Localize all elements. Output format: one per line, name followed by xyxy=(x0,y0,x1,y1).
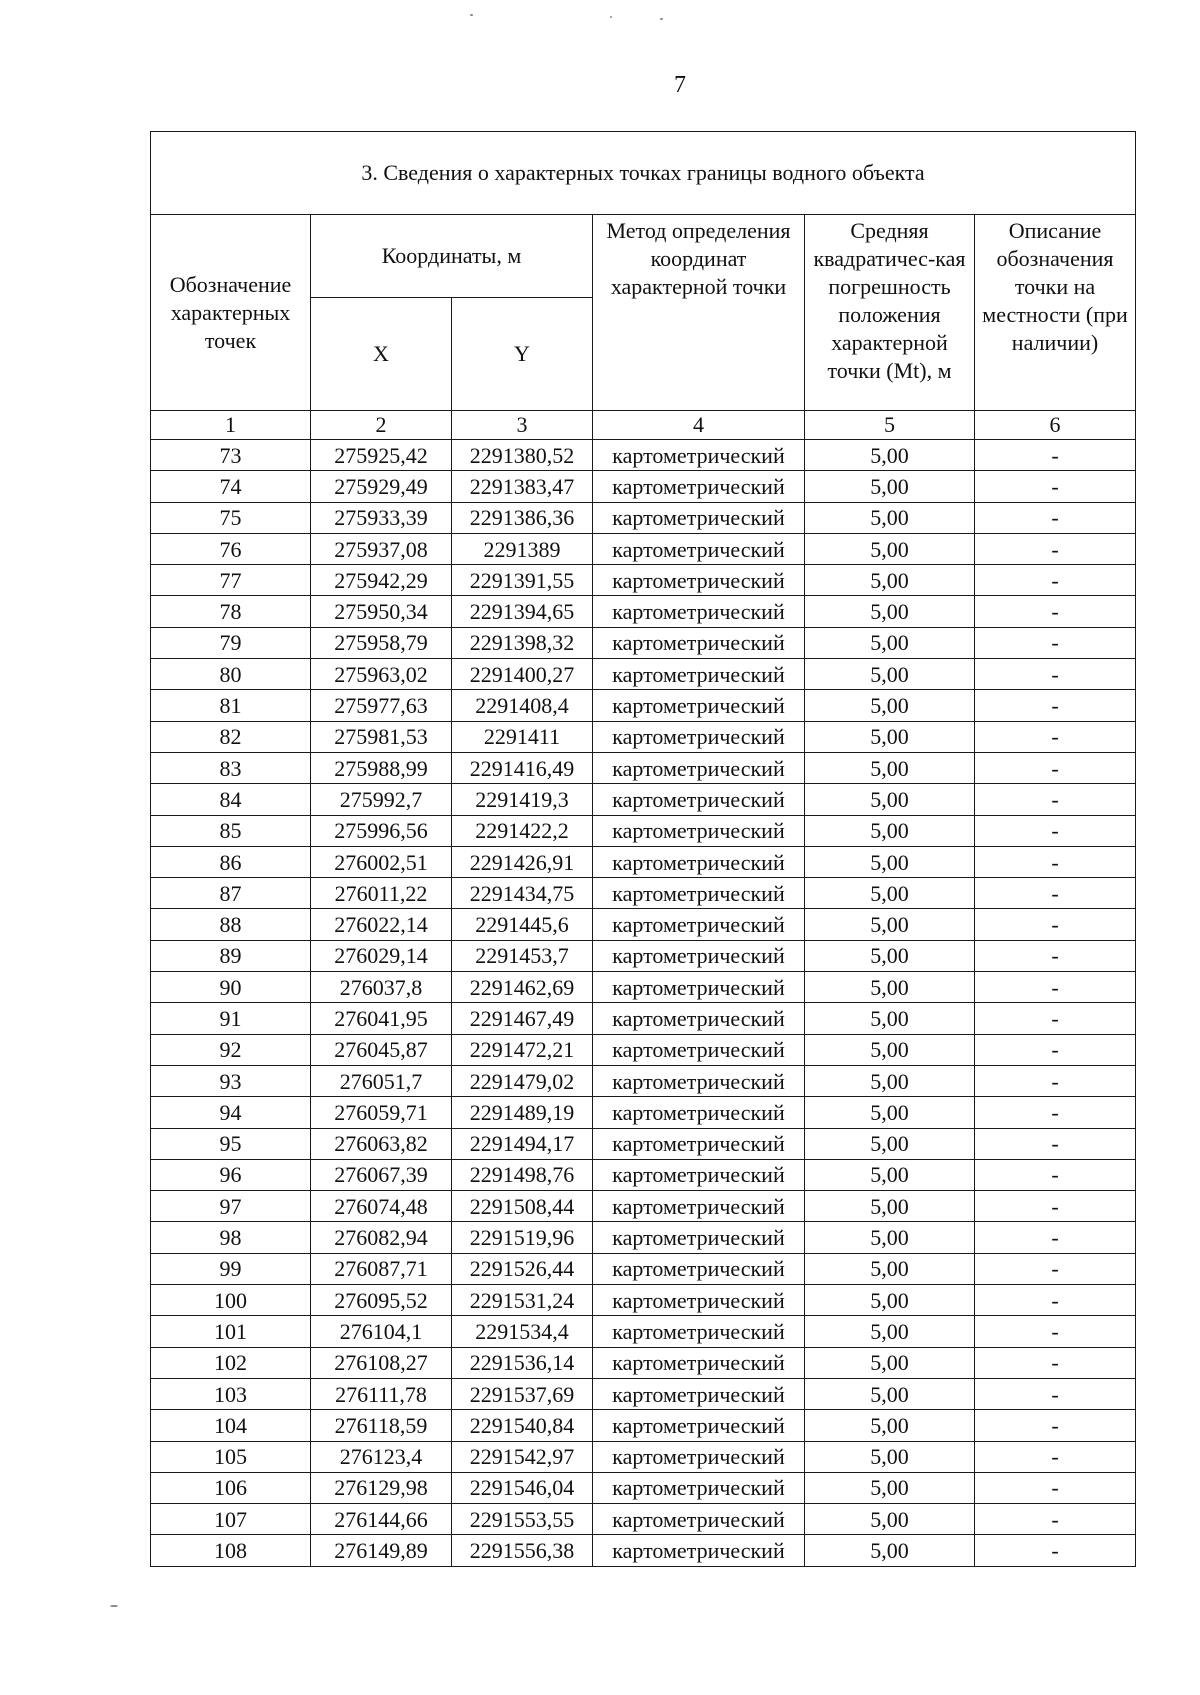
cell-x-coordinate: 276041,95 xyxy=(311,1003,452,1034)
table-row xyxy=(151,533,1136,564)
cell-y-coordinate: 2291542,97 xyxy=(452,1441,593,1472)
cell-point-id: 76 xyxy=(151,533,311,564)
cell-point-id: 90 xyxy=(151,972,311,1003)
column-number: 2 xyxy=(311,411,452,440)
cell-x-coordinate: 276022,14 xyxy=(311,909,452,940)
cell-description: - xyxy=(975,1316,1136,1347)
table-row xyxy=(151,1441,1136,1472)
page-number: 7 xyxy=(674,72,686,98)
cell-y-coordinate: 2291383,47 xyxy=(452,471,593,502)
cell-x-coordinate: 275929,49 xyxy=(311,471,452,502)
cell-method: картометрический xyxy=(593,1034,805,1065)
cell-x-coordinate: 276074,48 xyxy=(311,1191,452,1222)
cell-point-id: 108 xyxy=(151,1535,311,1566)
cell-mean-error: 5,00 xyxy=(805,440,975,471)
table-caption: 3. Сведения о характерных точках границы водного объекта xyxy=(151,132,1136,215)
cell-description: - xyxy=(975,815,1136,846)
cell-y-coordinate: 2291416,49 xyxy=(452,752,593,783)
table-row xyxy=(151,502,1136,533)
cell-y-coordinate: 2291394,65 xyxy=(452,596,593,627)
cell-method: картометрический xyxy=(593,1285,805,1316)
cell-mean-error: 5,00 xyxy=(805,627,975,658)
cell-description: - xyxy=(975,1222,1136,1253)
cell-mean-error: 5,00 xyxy=(805,471,975,502)
header-description: Описание обозначения точки на местности (при наличии) xyxy=(975,215,1136,411)
cell-x-coordinate: 276111,78 xyxy=(311,1378,452,1409)
cell-y-coordinate: 2291462,69 xyxy=(452,972,593,1003)
cell-y-coordinate: 2291386,36 xyxy=(452,502,593,533)
cell-method: картометрический xyxy=(593,502,805,533)
column-number: 1 xyxy=(151,411,311,440)
scan-speck xyxy=(610,16,612,18)
table-row xyxy=(151,878,1136,909)
cell-point-id: 99 xyxy=(151,1253,311,1284)
cell-y-coordinate: 2291398,32 xyxy=(452,627,593,658)
cell-point-id: 73 xyxy=(151,440,311,471)
cell-y-coordinate: 2291380,52 xyxy=(452,440,593,471)
header-coordinates: Координаты, м xyxy=(311,215,593,298)
column-number: 3 xyxy=(452,411,593,440)
cell-point-id: 100 xyxy=(151,1285,311,1316)
cell-method: картометрический xyxy=(593,940,805,971)
cell-description: - xyxy=(975,690,1136,721)
cell-y-coordinate: 2291391,55 xyxy=(452,565,593,596)
scan-speck xyxy=(110,1605,118,1607)
cell-description: - xyxy=(975,940,1136,971)
cell-mean-error: 5,00 xyxy=(805,1347,975,1378)
cell-y-coordinate: 2291411 xyxy=(452,721,593,752)
cell-mean-error: 5,00 xyxy=(805,940,975,971)
cell-y-coordinate: 2291479,02 xyxy=(452,1065,593,1096)
table-body xyxy=(151,440,1136,1567)
cell-description: - xyxy=(975,1065,1136,1096)
cell-point-id: 107 xyxy=(151,1504,311,1535)
cell-method: картометрический xyxy=(593,1410,805,1441)
table-row xyxy=(151,1285,1136,1316)
cell-mean-error: 5,00 xyxy=(805,721,975,752)
cell-y-coordinate: 2291553,55 xyxy=(452,1504,593,1535)
cell-x-coordinate: 276067,39 xyxy=(311,1159,452,1190)
cell-mean-error: 5,00 xyxy=(805,1472,975,1503)
cell-mean-error: 5,00 xyxy=(805,690,975,721)
cell-method: картометрический xyxy=(593,846,805,877)
cell-point-id: 82 xyxy=(151,721,311,752)
cell-y-coordinate: 2291419,3 xyxy=(452,784,593,815)
cell-method: картометрический xyxy=(593,1316,805,1347)
cell-y-coordinate: 2291426,91 xyxy=(452,846,593,877)
cell-description: - xyxy=(975,1378,1136,1409)
cell-x-coordinate: 276029,14 xyxy=(311,940,452,971)
cell-mean-error: 5,00 xyxy=(805,1535,975,1566)
cell-mean-error: 5,00 xyxy=(805,972,975,1003)
cell-x-coordinate: 275925,42 xyxy=(311,440,452,471)
cell-x-coordinate: 276011,22 xyxy=(311,878,452,909)
table-row xyxy=(151,1159,1136,1190)
cell-description: - xyxy=(975,627,1136,658)
cell-mean-error: 5,00 xyxy=(805,533,975,564)
cell-method: картометрический xyxy=(593,1065,805,1096)
cell-point-id: 93 xyxy=(151,1065,311,1096)
cell-point-id: 105 xyxy=(151,1441,311,1472)
cell-x-coordinate: 276051,7 xyxy=(311,1065,452,1096)
cell-mean-error: 5,00 xyxy=(805,815,975,846)
table-row xyxy=(151,1535,1136,1566)
cell-point-id: 77 xyxy=(151,565,311,596)
cell-x-coordinate: 275942,29 xyxy=(311,565,452,596)
cell-x-coordinate: 275996,56 xyxy=(311,815,452,846)
table-row xyxy=(151,972,1136,1003)
cell-description: - xyxy=(975,972,1136,1003)
cell-y-coordinate: 2291472,21 xyxy=(452,1034,593,1065)
cell-y-coordinate: 2291534,4 xyxy=(452,1316,593,1347)
header-x: X xyxy=(311,298,452,411)
table-row xyxy=(151,1347,1136,1378)
cell-mean-error: 5,00 xyxy=(805,1504,975,1535)
table-row xyxy=(151,1222,1136,1253)
table-row xyxy=(151,565,1136,596)
cell-x-coordinate: 276149,89 xyxy=(311,1535,452,1566)
cell-description: - xyxy=(975,752,1136,783)
cell-mean-error: 5,00 xyxy=(805,1316,975,1347)
boundary-points-table xyxy=(150,131,1136,1567)
cell-description: - xyxy=(975,596,1136,627)
cell-x-coordinate: 275963,02 xyxy=(311,659,452,690)
cell-description: - xyxy=(975,1159,1136,1190)
cell-point-id: 95 xyxy=(151,1128,311,1159)
cell-x-coordinate: 276002,51 xyxy=(311,846,452,877)
cell-x-coordinate: 276104,1 xyxy=(311,1316,452,1347)
cell-method: картометрический xyxy=(593,440,805,471)
cell-mean-error: 5,00 xyxy=(805,1191,975,1222)
cell-description: - xyxy=(975,909,1136,940)
cell-mean-error: 5,00 xyxy=(805,1097,975,1128)
cell-point-id: 94 xyxy=(151,1097,311,1128)
column-number-row xyxy=(151,411,1136,440)
cell-x-coordinate: 276129,98 xyxy=(311,1472,452,1503)
table-row xyxy=(151,1191,1136,1222)
cell-method: картометрический xyxy=(593,1253,805,1284)
cell-description: - xyxy=(975,1504,1136,1535)
cell-y-coordinate: 2291494,17 xyxy=(452,1128,593,1159)
cell-description: - xyxy=(975,533,1136,564)
cell-description: - xyxy=(975,1128,1136,1159)
cell-method: картометрический xyxy=(593,690,805,721)
cell-method: картометрический xyxy=(593,784,805,815)
cell-x-coordinate: 275992,7 xyxy=(311,784,452,815)
cell-description: - xyxy=(975,846,1136,877)
cell-mean-error: 5,00 xyxy=(805,1378,975,1409)
cell-mean-error: 5,00 xyxy=(805,909,975,940)
table-row xyxy=(151,471,1136,502)
cell-mean-error: 5,00 xyxy=(805,1222,975,1253)
cell-point-id: 84 xyxy=(151,784,311,815)
cell-y-coordinate: 2291508,44 xyxy=(452,1191,593,1222)
cell-x-coordinate: 276144,66 xyxy=(311,1504,452,1535)
cell-method: картометрический xyxy=(593,909,805,940)
cell-description: - xyxy=(975,1034,1136,1065)
table-row xyxy=(151,1410,1136,1441)
cell-x-coordinate: 276045,87 xyxy=(311,1034,452,1065)
cell-mean-error: 5,00 xyxy=(805,846,975,877)
cell-point-id: 91 xyxy=(151,1003,311,1034)
cell-x-coordinate: 275988,99 xyxy=(311,752,452,783)
table-row xyxy=(151,596,1136,627)
table-row xyxy=(151,1504,1136,1535)
cell-method: картометрический xyxy=(593,878,805,909)
cell-x-coordinate: 275981,53 xyxy=(311,721,452,752)
table-row xyxy=(151,752,1136,783)
table-row xyxy=(151,1316,1136,1347)
cell-method: картометрический xyxy=(593,721,805,752)
cell-method: картометрический xyxy=(593,565,805,596)
cell-mean-error: 5,00 xyxy=(805,784,975,815)
table-row xyxy=(151,1253,1136,1284)
cell-point-id: 104 xyxy=(151,1410,311,1441)
cell-point-id: 88 xyxy=(151,909,311,940)
cell-method: картометрический xyxy=(593,659,805,690)
cell-point-id: 83 xyxy=(151,752,311,783)
cell-description: - xyxy=(975,1535,1136,1566)
cell-method: картометрический xyxy=(593,1472,805,1503)
cell-y-coordinate: 2291400,27 xyxy=(452,659,593,690)
cell-mean-error: 5,00 xyxy=(805,1003,975,1034)
cell-description: - xyxy=(975,1253,1136,1284)
cell-method: картометрический xyxy=(593,533,805,564)
cell-mean-error: 5,00 xyxy=(805,1285,975,1316)
cell-x-coordinate: 276059,71 xyxy=(311,1097,452,1128)
cell-x-coordinate: 275950,34 xyxy=(311,596,452,627)
cell-method: картометрический xyxy=(593,1347,805,1378)
cell-point-id: 98 xyxy=(151,1222,311,1253)
table-row xyxy=(151,721,1136,752)
cell-y-coordinate: 2291389 xyxy=(452,533,593,564)
cell-method: картометрический xyxy=(593,1128,805,1159)
cell-description: - xyxy=(975,1410,1136,1441)
cell-x-coordinate: 276082,94 xyxy=(311,1222,452,1253)
column-number: 6 xyxy=(975,411,1136,440)
column-number: 4 xyxy=(593,411,805,440)
table-row xyxy=(151,1472,1136,1503)
cell-point-id: 75 xyxy=(151,502,311,533)
cell-y-coordinate: 2291536,14 xyxy=(452,1347,593,1378)
cell-y-coordinate: 2291467,49 xyxy=(452,1003,593,1034)
cell-point-id: 80 xyxy=(151,659,311,690)
cell-method: картометрический xyxy=(593,1222,805,1253)
table-row xyxy=(151,627,1136,658)
cell-method: картометрический xyxy=(593,1535,805,1566)
cell-mean-error: 5,00 xyxy=(805,1034,975,1065)
cell-method: картометрический xyxy=(593,1003,805,1034)
cell-description: - xyxy=(975,1347,1136,1378)
table-row xyxy=(151,815,1136,846)
cell-mean-error: 5,00 xyxy=(805,752,975,783)
header-error: Средняя квадратичес-кая погрешность положения характерной точки (Mt), м xyxy=(805,215,975,411)
cell-description: - xyxy=(975,659,1136,690)
cell-mean-error: 5,00 xyxy=(805,1441,975,1472)
cell-y-coordinate: 2291498,76 xyxy=(452,1159,593,1190)
cell-method: картометрический xyxy=(593,1441,805,1472)
cell-point-id: 96 xyxy=(151,1159,311,1190)
cell-point-id: 81 xyxy=(151,690,311,721)
table-row xyxy=(151,1097,1136,1128)
cell-method: картометрический xyxy=(593,596,805,627)
cell-description: - xyxy=(975,1285,1136,1316)
cell-mean-error: 5,00 xyxy=(805,1065,975,1096)
cell-point-id: 89 xyxy=(151,940,311,971)
cell-y-coordinate: 2291519,96 xyxy=(452,1222,593,1253)
cell-x-coordinate: 276037,8 xyxy=(311,972,452,1003)
cell-method: картометрический xyxy=(593,1378,805,1409)
scan-speck xyxy=(660,18,663,20)
cell-method: картометрический xyxy=(593,972,805,1003)
cell-y-coordinate: 2291556,38 xyxy=(452,1535,593,1566)
cell-description: - xyxy=(975,440,1136,471)
cell-point-id: 74 xyxy=(151,471,311,502)
cell-description: - xyxy=(975,1472,1136,1503)
cell-x-coordinate: 276095,52 xyxy=(311,1285,452,1316)
cell-x-coordinate: 275937,08 xyxy=(311,533,452,564)
cell-description: - xyxy=(975,565,1136,596)
cell-description: - xyxy=(975,1003,1136,1034)
header-method: Метод определения координат характерной точки xyxy=(593,215,805,411)
cell-description: - xyxy=(975,878,1136,909)
cell-point-id: 102 xyxy=(151,1347,311,1378)
table-row xyxy=(151,1065,1136,1096)
cell-x-coordinate: 275958,79 xyxy=(311,627,452,658)
cell-method: картометрический xyxy=(593,1504,805,1535)
cell-mean-error: 5,00 xyxy=(805,502,975,533)
cell-method: картометрический xyxy=(593,627,805,658)
cell-description: - xyxy=(975,784,1136,815)
cell-y-coordinate: 2291445,6 xyxy=(452,909,593,940)
cell-x-coordinate: 276087,71 xyxy=(311,1253,452,1284)
cell-y-coordinate: 2291546,04 xyxy=(452,1472,593,1503)
cell-description: - xyxy=(975,471,1136,502)
cell-method: картометрический xyxy=(593,1191,805,1222)
table-row xyxy=(151,1128,1136,1159)
cell-description: - xyxy=(975,1097,1136,1128)
cell-x-coordinate: 276063,82 xyxy=(311,1128,452,1159)
cell-description: - xyxy=(975,1191,1136,1222)
cell-x-coordinate: 276108,27 xyxy=(311,1347,452,1378)
cell-point-id: 103 xyxy=(151,1378,311,1409)
cell-y-coordinate: 2291408,4 xyxy=(452,690,593,721)
cell-method: картометрический xyxy=(593,471,805,502)
cell-point-id: 85 xyxy=(151,815,311,846)
scan-speck xyxy=(470,14,473,16)
cell-point-id: 97 xyxy=(151,1191,311,1222)
cell-y-coordinate: 2291531,24 xyxy=(452,1285,593,1316)
cell-x-coordinate: 275977,63 xyxy=(311,690,452,721)
cell-mean-error: 5,00 xyxy=(805,1253,975,1284)
cell-y-coordinate: 2291453,7 xyxy=(452,940,593,971)
cell-point-id: 87 xyxy=(151,878,311,909)
cell-point-id: 92 xyxy=(151,1034,311,1065)
cell-y-coordinate: 2291422,2 xyxy=(452,815,593,846)
table-row xyxy=(151,784,1136,815)
table-row xyxy=(151,659,1136,690)
cell-mean-error: 5,00 xyxy=(805,565,975,596)
cell-y-coordinate: 2291434,75 xyxy=(452,878,593,909)
cell-x-coordinate: 276123,4 xyxy=(311,1441,452,1472)
cell-point-id: 86 xyxy=(151,846,311,877)
cell-point-id: 78 xyxy=(151,596,311,627)
cell-description: - xyxy=(975,721,1136,752)
table-row xyxy=(151,846,1136,877)
cell-description: - xyxy=(975,502,1136,533)
table-row xyxy=(151,440,1136,471)
table-row xyxy=(151,690,1136,721)
table-row xyxy=(151,909,1136,940)
header-designation: Обозначение характерных точек xyxy=(151,215,311,411)
cell-method: картометрический xyxy=(593,752,805,783)
table-row xyxy=(151,940,1136,971)
table-row xyxy=(151,1378,1136,1409)
cell-point-id: 101 xyxy=(151,1316,311,1347)
cell-mean-error: 5,00 xyxy=(805,1128,975,1159)
cell-x-coordinate: 275933,39 xyxy=(311,502,452,533)
cell-description: - xyxy=(975,1441,1136,1472)
cell-point-id: 106 xyxy=(151,1472,311,1503)
column-number: 5 xyxy=(805,411,975,440)
cell-y-coordinate: 2291489,19 xyxy=(452,1097,593,1128)
table-row xyxy=(151,1003,1136,1034)
cell-mean-error: 5,00 xyxy=(805,1410,975,1441)
cell-x-coordinate: 276118,59 xyxy=(311,1410,452,1441)
cell-mean-error: 5,00 xyxy=(805,596,975,627)
cell-method: картометрический xyxy=(593,1159,805,1190)
cell-mean-error: 5,00 xyxy=(805,1159,975,1190)
cell-point-id: 79 xyxy=(151,627,311,658)
cell-y-coordinate: 2291526,44 xyxy=(452,1253,593,1284)
cell-mean-error: 5,00 xyxy=(805,878,975,909)
cell-method: картометрический xyxy=(593,815,805,846)
cell-method: картометрический xyxy=(593,1097,805,1128)
cell-y-coordinate: 2291537,69 xyxy=(452,1378,593,1409)
header-y: Y xyxy=(452,298,593,411)
cell-mean-error: 5,00 xyxy=(805,659,975,690)
cell-y-coordinate: 2291540,84 xyxy=(452,1410,593,1441)
table-row xyxy=(151,1034,1136,1065)
